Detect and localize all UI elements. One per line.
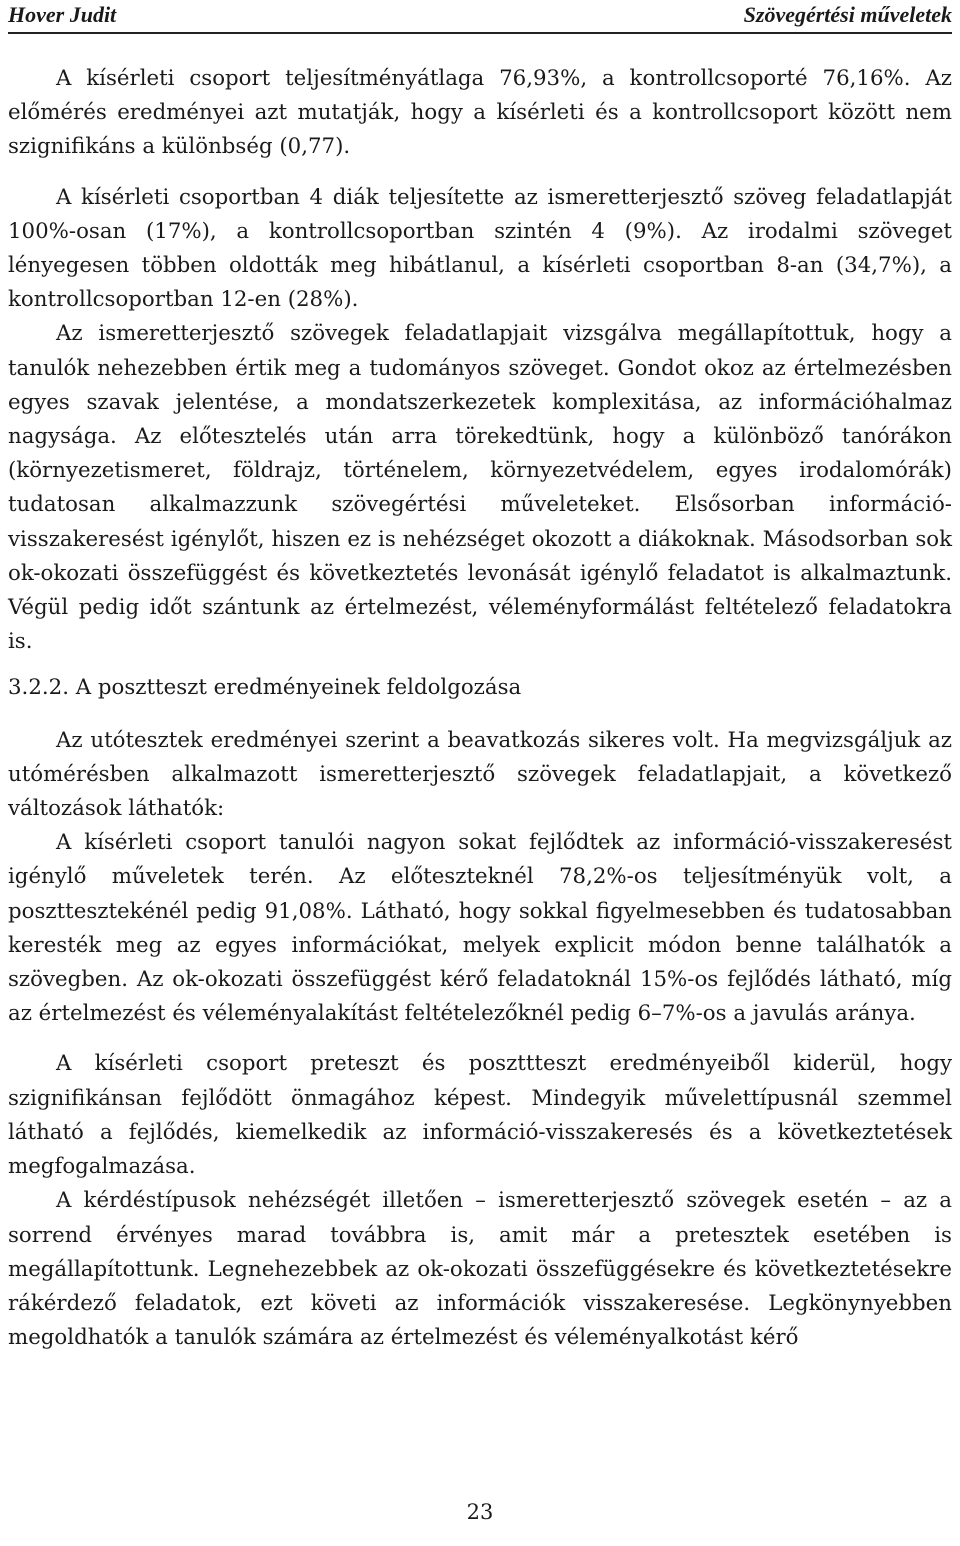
paragraph-7: A kérdéstípusok nehézségét illetően – ismeretterjesztő szövegek esetén – az a sorrend érvényes marad továbbra is, amit már a pretesztek esetében is megállapítottunk. Legnehezebbek az ok-okozati összefüggésekre és következtetésekre rákérdező feladatok, ezt követi az információk visszakeresése. Legkönynyebben megoldhatók a tanulók számára az értelmezést és véleményalkotást kérő [8, 1188, 952, 1351]
paragraph-6: A kísérleti csoport preteszt és poszttteszt eredményeiből kiderül, hogy szignifikánsan fejlődött önmagához képest. Mindegyik művelettípusnál szemmel látható a fejlődés, kiemelkedik az információ-visszakeresés és a következtetések megfogalmazása. [8, 1051, 952, 1180]
header-title: Szövegértési műveletek [743, 2, 952, 27]
paragraph-2: A kísérleti csoportban 4 diák teljesítette az ismeretterjesztő szöveg feladatlapját 100%-osan (17%), a kontrollcsoportban szintén 4 (9%). Az irodalmi szöveget lényegesen többen oldották meg hibátlanul, a kísérleti csoportban 8-an (34,7%), a kontrollcsoportban 12-en (28%). [8, 184, 952, 313]
paragraph-3: Az ismeretterjesztő szövegek feladatlapjait vizsgálva megállapítottuk, hogy a tanulók nehezebben értik meg a tudományos szöveget. Gondot okoz az értelmezésben egyes szavak jelentése, a mondatszerkezetek komplexitása, az információhalmaz nagysága. Az előtesztelés után arra törekedtünk, hogy a különböző tanórákon (környezetismeret, földrajz, történelem, környezetvédelem, egyes irodalomórák) tudatosan alkalmazzunk szövegértési műveleteket. Elsősorban információ-visszakeresést igénylőt, hiszen ez is nehézséget okozott a diákoknak. Másodsorban sok ok-okozati összefüggést és következtetés levonását igénylő feladatot is alkalmaztunk. Végül pedig időt szántunk az értelmezést, véleményformálást feltételező feladatokra is. [8, 321, 952, 655]
paragraph-5: A kísérleti csoport tanulói nagyon sokat fejlődtek az információ-visszakeresést igénylő műveletek terén. Az előteszteknél 78,2%-os teljesítményük volt, a poszttesztekénél pedig 91,08%. Látható, hogy sokkal figyelmesebben és tudatosabban keresték meg az egyes információkat, melyek explicit módon benne találhatók a szövegben. Az ok-okozati összefüggést kérő feladatoknál 15%-os fejlődés látható, míg az értelmezést és véleményalakítást feltételezőknél pedig 6–7%-os a javulás aránya. [8, 830, 952, 1027]
header-author: Hover Judit [8, 2, 117, 27]
paragraph-1: A kísérleti csoport teljesítményátlaga 76,93%, a kontrollcsoporté 76,16%. Az előmérés eredményei azt mutatják, hogy a kísérleti és a kontrollcsoport között nem szignifikáns a különbség (0,77). [8, 66, 952, 160]
page-number: 23 [466, 1500, 494, 1524]
section-heading: 3.2.2. A posztteszt eredményeinek feldolgozása [8, 675, 522, 701]
paragraph-4: Az utótesztek eredményei szerint a beavatkozás sikeres volt. Ha megvizsgáljuk az utómérésben alkalmazott ismeretterjesztő szövegek feladatlapjait, a következő változások láthatók: [8, 727, 952, 822]
running-header [8, 0, 952, 34]
page-body [8, 62, 952, 1355]
